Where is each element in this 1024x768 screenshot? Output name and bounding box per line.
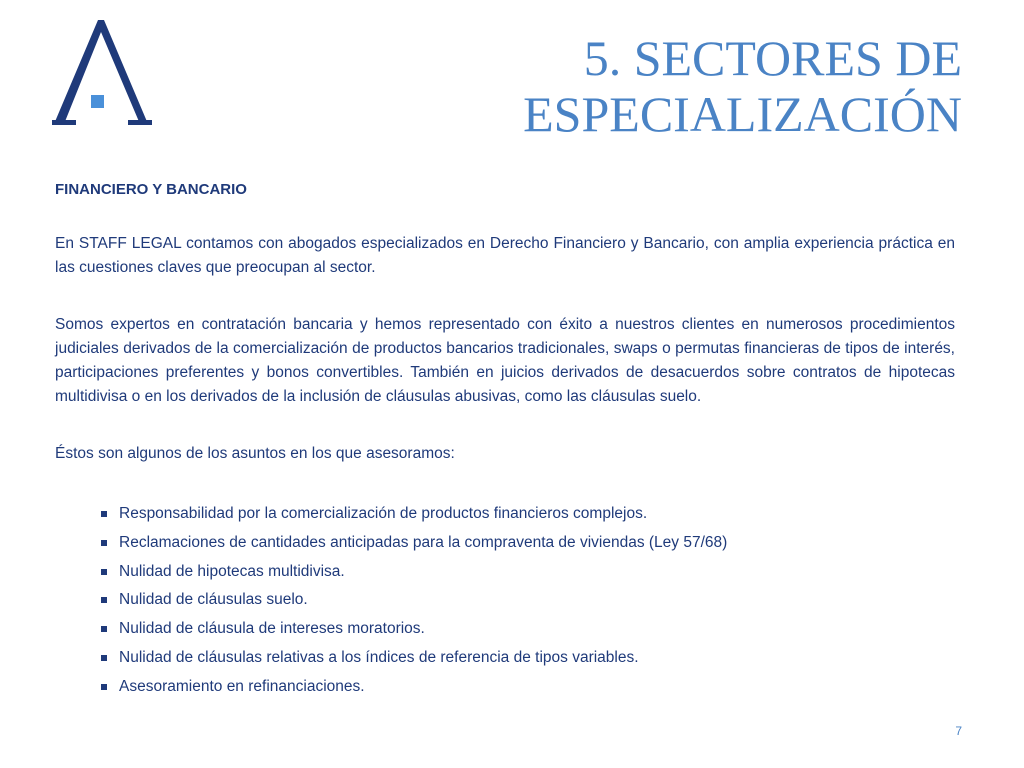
list-item <box>101 615 955 644</box>
list-item <box>101 673 955 702</box>
slide-title-line: 5. SECTORES DE <box>583 30 962 86</box>
page-number: 7 <box>955 724 962 738</box>
list-item-text: Responsabilidad por la comercialización de productos financieros complejos. <box>119 505 648 522</box>
square-bullet-icon <box>101 540 107 546</box>
paragraph: En STAFF LEGAL contamos con abogados especializados en Derecho Financiero y Bancario, con amplia experiencia práctica en las cuestiones claves que preocupan al sector. <box>55 235 955 276</box>
list-item-text: Nulidad de hipotecas multidivisa. <box>119 562 345 580</box>
list-item-text: Nulidad de cláusula de intereses moratorios. <box>119 620 425 638</box>
company-logo-icon <box>52 20 152 128</box>
square-bullet-icon <box>101 655 107 661</box>
paragraph: Somos expertos en contratación bancaria y hemos representado con éxito a nuestros clientes en numerosos procedimientos judiciales derivados de la comercialización de productos bancarios tradicionales, swaps o permutas financieras de tipos de interés, participaciones preferentes y bonos convertibles. También en juicios derivados de desacuerdos sobre contratos de hipotecas multidivisa o en los derivados de la inclusión de cláusulas abusivas, como las cláusulas suelo. <box>55 316 955 405</box>
slide-content <box>55 178 955 702</box>
slide-title-line: ESPECIALIZACIÓN <box>523 86 962 142</box>
list-item <box>101 529 955 558</box>
section-heading: FINANCIERO Y BANCARIO <box>55 181 247 198</box>
list-item-text: Nulidad de cláusulas relativas a los índices de referencia de tipos variables. <box>119 648 639 666</box>
list-item <box>101 558 955 587</box>
list-item-text: Nulidad de cláusulas suelo. <box>119 591 308 609</box>
list-item-text: Asesoramiento en refinanciaciones. <box>119 677 365 695</box>
square-bullet-icon <box>101 569 107 575</box>
list-item <box>101 586 955 615</box>
list-item <box>101 644 955 673</box>
slide-title <box>342 30 962 142</box>
list-item <box>101 500 955 529</box>
square-bullet-icon <box>101 597 107 603</box>
bullet-intro: Éstos son algunos de los asuntos en los que asesoramos: <box>55 445 455 462</box>
list-item-text: Reclamaciones de cantidades anticipadas para la compraventa de viviendas (Ley 57/68) <box>119 533 728 551</box>
square-bullet-icon <box>101 626 107 632</box>
bullet-list <box>55 500 955 702</box>
square-bullet-icon <box>101 684 107 690</box>
square-bullet-icon <box>101 511 107 517</box>
